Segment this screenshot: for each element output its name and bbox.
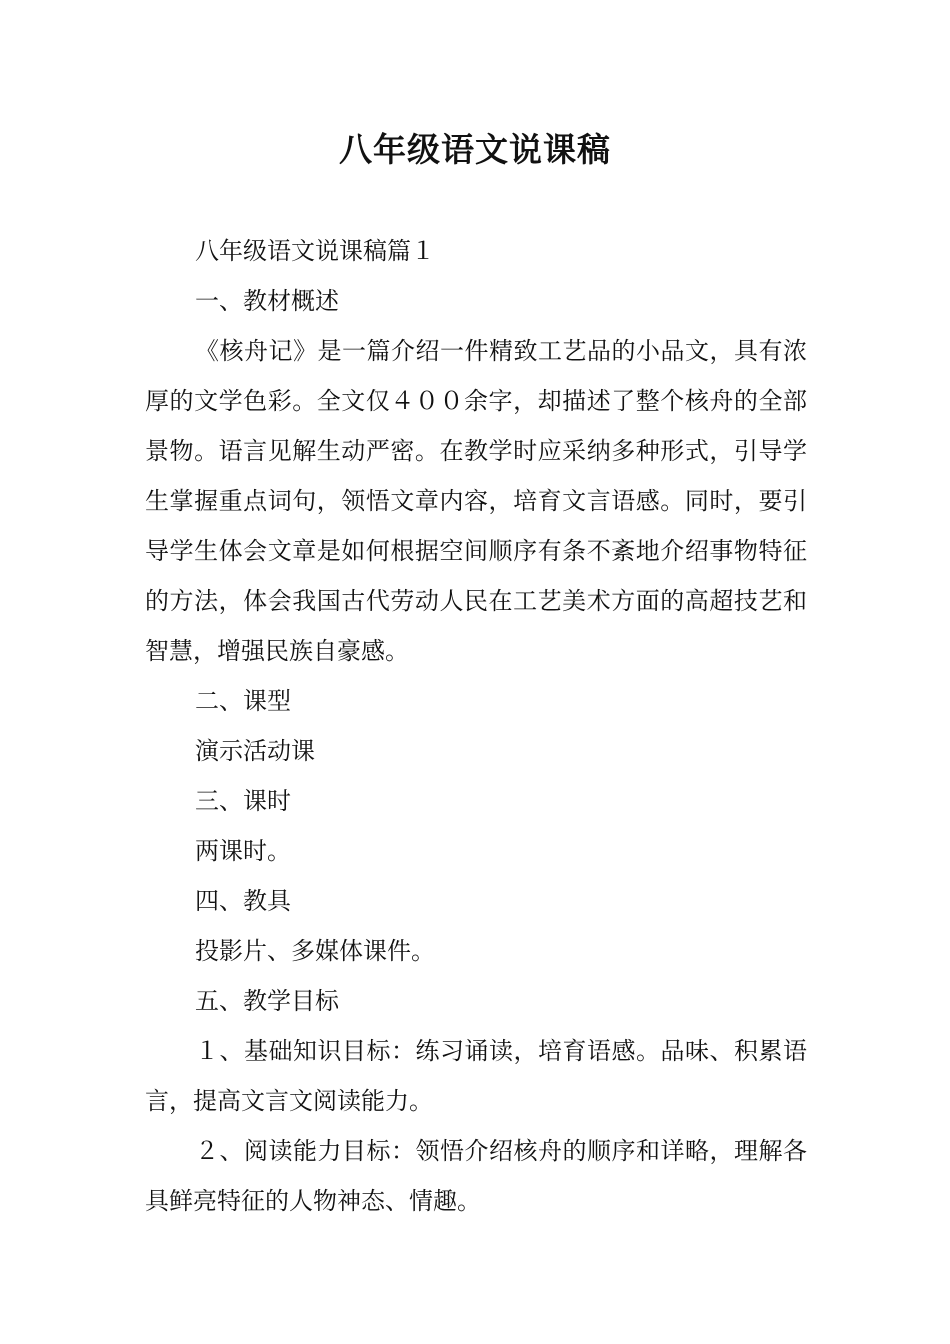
paragraph-objective-1: １、基础知识目标：练习诵读，培育语感。品味、积累语言，提高文言文阅读能力。	[145, 1037, 807, 1115]
paragraph-objective-2: ２、阅读能力目标：领悟介绍核舟的顺序和详略，理解各具鲜亮特征的人物神态、情趣。	[145, 1137, 807, 1215]
document-title: 八年级语文说课稿	[339, 130, 611, 169]
paragraph-teaching-aids: 投影片、多媒体课件。	[195, 937, 435, 965]
paragraph-lesson-type: 演示活动课	[195, 737, 315, 765]
section-heading-objectives: 五、教学目标	[195, 987, 339, 1015]
section-heading-teaching-aids: 四、教具	[195, 887, 291, 915]
section-heading-lesson-type: 二、课型	[195, 687, 291, 715]
section-heading-overview: 一、教材概述	[195, 287, 339, 315]
document-body	[145, 226, 807, 1226]
section-heading-periods: 三、课时	[195, 787, 291, 815]
section-heading-article: 八年级语文说课稿篇１	[195, 237, 435, 265]
paragraph-periods: 两课时。	[195, 837, 291, 865]
paragraph-overview: 《核舟记》是一篇介绍一件精致工艺品的小品文，具有浓厚的文学色彩。全文仅４００余字，却描述了整个核舟的全部景物。语言见解生动严密。在教学时应采纳多种形式，引导学生掌握重点词句，领悟文章内容，培育文言语感。同时，要引导学生体会文章是如何根据空间顺序有条不紊地介绍事物特征的方法，体会我国古代劳动人民在工艺美术方面的高超技艺和智慧，增强民族自豪感。	[145, 337, 807, 665]
